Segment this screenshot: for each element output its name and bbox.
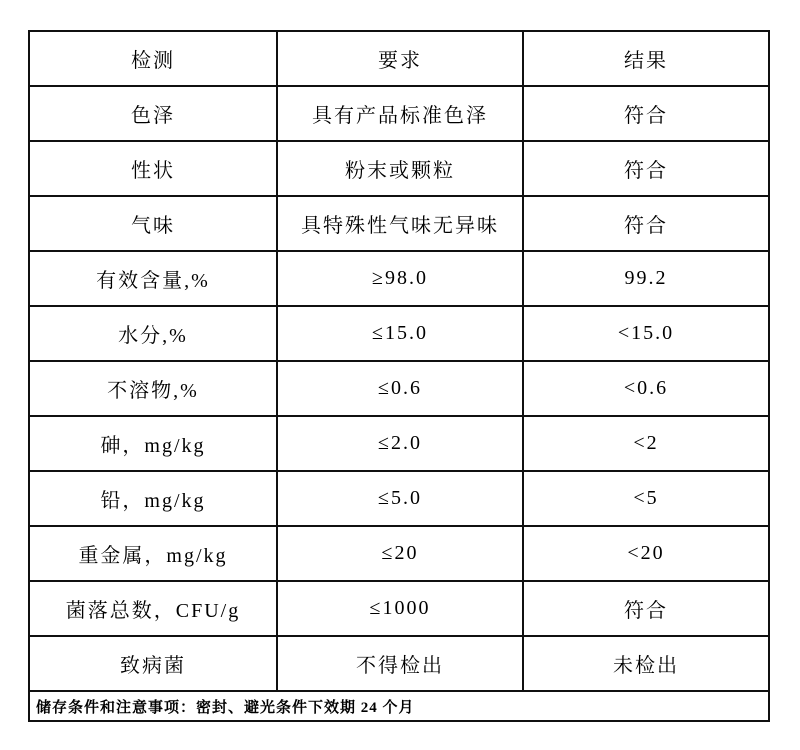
table-row <box>29 251 769 306</box>
cell-requirement: ≥98.0 <box>277 251 523 306</box>
table-row <box>29 526 769 581</box>
cell-requirement: ≤1000 <box>277 581 523 636</box>
qc-spec-table <box>28 30 770 722</box>
cell-requirement: ≤15.0 <box>277 306 523 361</box>
table-row <box>29 86 769 141</box>
cell-item: 菌落总数，CFU/g <box>29 581 277 636</box>
table-row <box>29 416 769 471</box>
cell-item: 色泽 <box>29 86 277 141</box>
cell-result: <0.6 <box>523 361 769 416</box>
table-row <box>29 361 769 416</box>
cell-requirement: ≤2.0 <box>277 416 523 471</box>
cell-result: <5 <box>523 471 769 526</box>
table-row <box>29 141 769 196</box>
cell-item: 有效含量,% <box>29 251 277 306</box>
cell-requirement: 粉末或颗粒 <box>277 141 523 196</box>
table-row <box>29 306 769 361</box>
cell-requirement: ≤5.0 <box>277 471 523 526</box>
column-header-test: 检测 <box>29 31 277 86</box>
cell-result: 符合 <box>523 141 769 196</box>
cell-item: 致病菌 <box>29 636 277 691</box>
header-row <box>29 31 769 86</box>
cell-result: 符合 <box>523 581 769 636</box>
table-row <box>29 636 769 691</box>
cell-item: 重金属，mg/kg <box>29 526 277 581</box>
cell-item: 砷，mg/kg <box>29 416 277 471</box>
cell-result: 符合 <box>523 86 769 141</box>
table-row <box>29 471 769 526</box>
column-header-requirement: 要求 <box>277 31 523 86</box>
column-header-result: 结果 <box>523 31 769 86</box>
footer-row <box>29 691 769 721</box>
cell-result: 未检出 <box>523 636 769 691</box>
cell-item: 性状 <box>29 141 277 196</box>
cell-result: 符合 <box>523 196 769 251</box>
cell-result: <15.0 <box>523 306 769 361</box>
cell-item: 铅，mg/kg <box>29 471 277 526</box>
cell-requirement: 具特殊性气味无异味 <box>277 196 523 251</box>
cell-result: <2 <box>523 416 769 471</box>
table-row <box>29 196 769 251</box>
cell-requirement: ≤0.6 <box>277 361 523 416</box>
cell-item: 气味 <box>29 196 277 251</box>
cell-item: 不溶物,% <box>29 361 277 416</box>
storage-note: 储存条件和注意事项：密封、避光条件下效期 24 个月 <box>29 691 769 721</box>
table-row <box>29 581 769 636</box>
cell-requirement: 具有产品标准色泽 <box>277 86 523 141</box>
cell-requirement: 不得检出 <box>277 636 523 691</box>
cell-item: 水分,% <box>29 306 277 361</box>
cell-requirement: ≤20 <box>277 526 523 581</box>
cell-result: <20 <box>523 526 769 581</box>
cell-result: 99.2 <box>523 251 769 306</box>
